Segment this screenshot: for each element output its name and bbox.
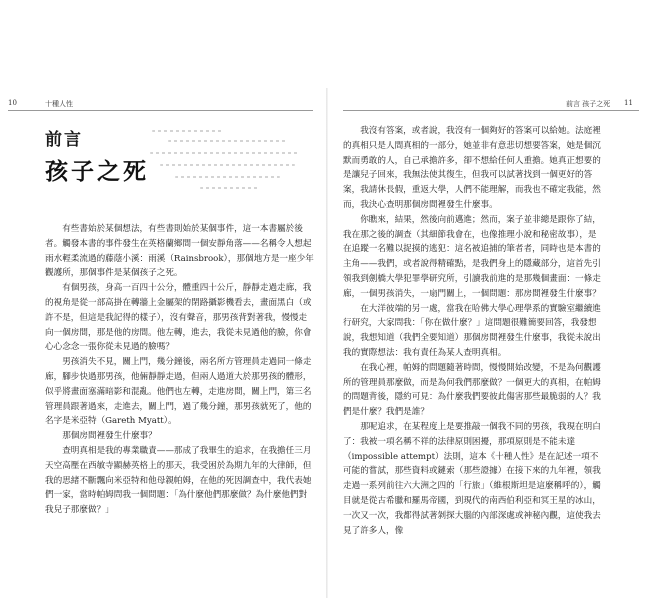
left-header-rule (8, 110, 313, 111)
body-paragraph: 男孩消失不見，關上門，幾分鐘後，兩名所方管理員走過同一條走廊，腳步快過那男孩，他倆靜靜走過，但兩人過道大於那男孩的體形，似乎將畫面塞滿暗影和混亂。他們也左轉，走進房間，關上門，第三名管理員跟著過來，走進去，關上門，過了幾分鐘，那男孩就死了，他的名字是米亞特（Gareth Myatt）。 (45, 357, 312, 427)
right-running-title: 前言 孩子之死 (566, 100, 611, 108)
chapter-title: 孩子之死 (45, 158, 149, 185)
body-paragraph: 在我心裡，帕姆的問題隨著時間，慢慢開始改變，不是為何觀護所的管理員那麼做，而是為何我們那麼做？一個更大的真相，在帕姆的問題背後，隱約可見：為什麼我們要彼此傷害那些最脆弱的人？我們是什麼？我們是誰？ (343, 362, 601, 418)
body-paragraph: 有些書始於某個想法，有些書則始於某個事件，這一本書屬於後者。觸發本書的事件發生在英格蘭鄉間一個安靜角落——名稱令人想起雨水輕柔流過的藤蔭小溪：雨溪（Rainsbrook），那個地方是一座少年觀護所，那個事件是某個孩子之死。 (45, 224, 314, 279)
left-page-number: 10 (8, 99, 17, 107)
chapter-label: 前言 (45, 130, 83, 150)
right-page-body (343, 124, 605, 538)
left-running-title: 十種人性 (45, 100, 73, 108)
decorative-smudge (175, 176, 280, 178)
right-header-rule (343, 110, 639, 111)
left-page-body (45, 222, 315, 518)
book-spine (326, 88, 328, 598)
body-paragraph: 在大洋彼端的另一處，當我在哈佛大學心理學系的實驗室繼續進行研究，大家問我：「你在做什麼？」這問題很難簡要回答，我發想說，我想知道（我們全要知道）那個房間裡發生什麼事，我從未說出我的實際想法：我有責任為某人查明真相。 (343, 303, 601, 358)
decorative-smudge (200, 187, 260, 189)
body-paragraph: 查明真相是我的專業職責——那成了我畢生的追求，在我擔任三月天空高壓在西敏寺顯赫英格上的那天，我受困於為期九年的大律師，但我的思緒不斷飄向米亞特和他母親帕姆，在他的死因調查中，我代表她們一家，當時帕姆問我一個問題：「為什麼他們那麼做？為什麼他們對我兒子那麼做？」 (45, 445, 312, 516)
body-paragraph: 那呢追求，在某程度上是要推敲一個我不同的男孩，我現在明白了：我被一項名稱不祥的法律原則困擾，那項原則是不能未達（impossible attempt）法則，這本《十種人性》是在記述一項不可能的嘗試，那些資料或鏈索（那些證據）在接下來的九年裡，領我走過一系列前往六大洲之四的「行旅」（維根斯坦是這麼稱呼的），觸目就是從古希臘和羅馬帝國，到現代的南西伯利亞和冥王星的冰山，一次又一次，我都得試著剝探大腦的內部深處或神秘內觀，這使我去見了許多人，像 (343, 421, 601, 536)
decorative-smudge (168, 140, 288, 142)
decorative-smudge (152, 130, 222, 132)
body-paragraph: 我沒有答案，或者說，我沒有一個夠好的答案可以給她。法庭裡的真相只是人間真相的一部分，她並非有意悲切想要答案，她是個沉默而勇敢的人，自己承擔許多，卻不想給任何人重擔。她真正想要的是讓兒子回來，我無法使其復生，但我可以試著找到一個更好的答案，我請休長假，重返大學，人們不能理解，而我也不確定我能，然而，我決心查明那個房間裡發生什麼事。 (343, 126, 601, 210)
body-paragraph: 你瞧來，結果，然後向前邁進；然而，案子並非總是跟你了結，我在那之後的調查（其細節我會在，也像推理小說和秘密故事），是在追蹤一名難以捉摸的逃犯：這名被追捕的筆者者，同時也是本書的主角——我們，或者說得精確點，是我們身上的隱藏部分，這首先引領我到劍橋大學犯罪學研究所，引讀我前進的是那幾個畫面：一條走廊，一個男孩消失，一扇門關上，一個問題：那房間裡發生什麼事？ (343, 214, 601, 299)
right-page-number: 11 (624, 99, 633, 107)
body-paragraph: 有個男孩，身高一百四十公分，體重四十公斤，靜靜走過走廊，我的視角是從一部高掛在轉牆上金屬架的閉路攝影機看去，畫面黑白（或許不是，但這是我記得的樣子），沒有聲音，那男孩背對著我，慢慢走向一個房間，那是他的房間。他左轉，進去，我從未見過他的臉，你會心心念念一張你從未見過的臉嗎？ (45, 283, 312, 353)
decorative-smudge (160, 164, 295, 166)
decorative-smudge (150, 152, 300, 154)
body-paragraph: 那個房間裡發生什麼事？ (62, 431, 157, 442)
